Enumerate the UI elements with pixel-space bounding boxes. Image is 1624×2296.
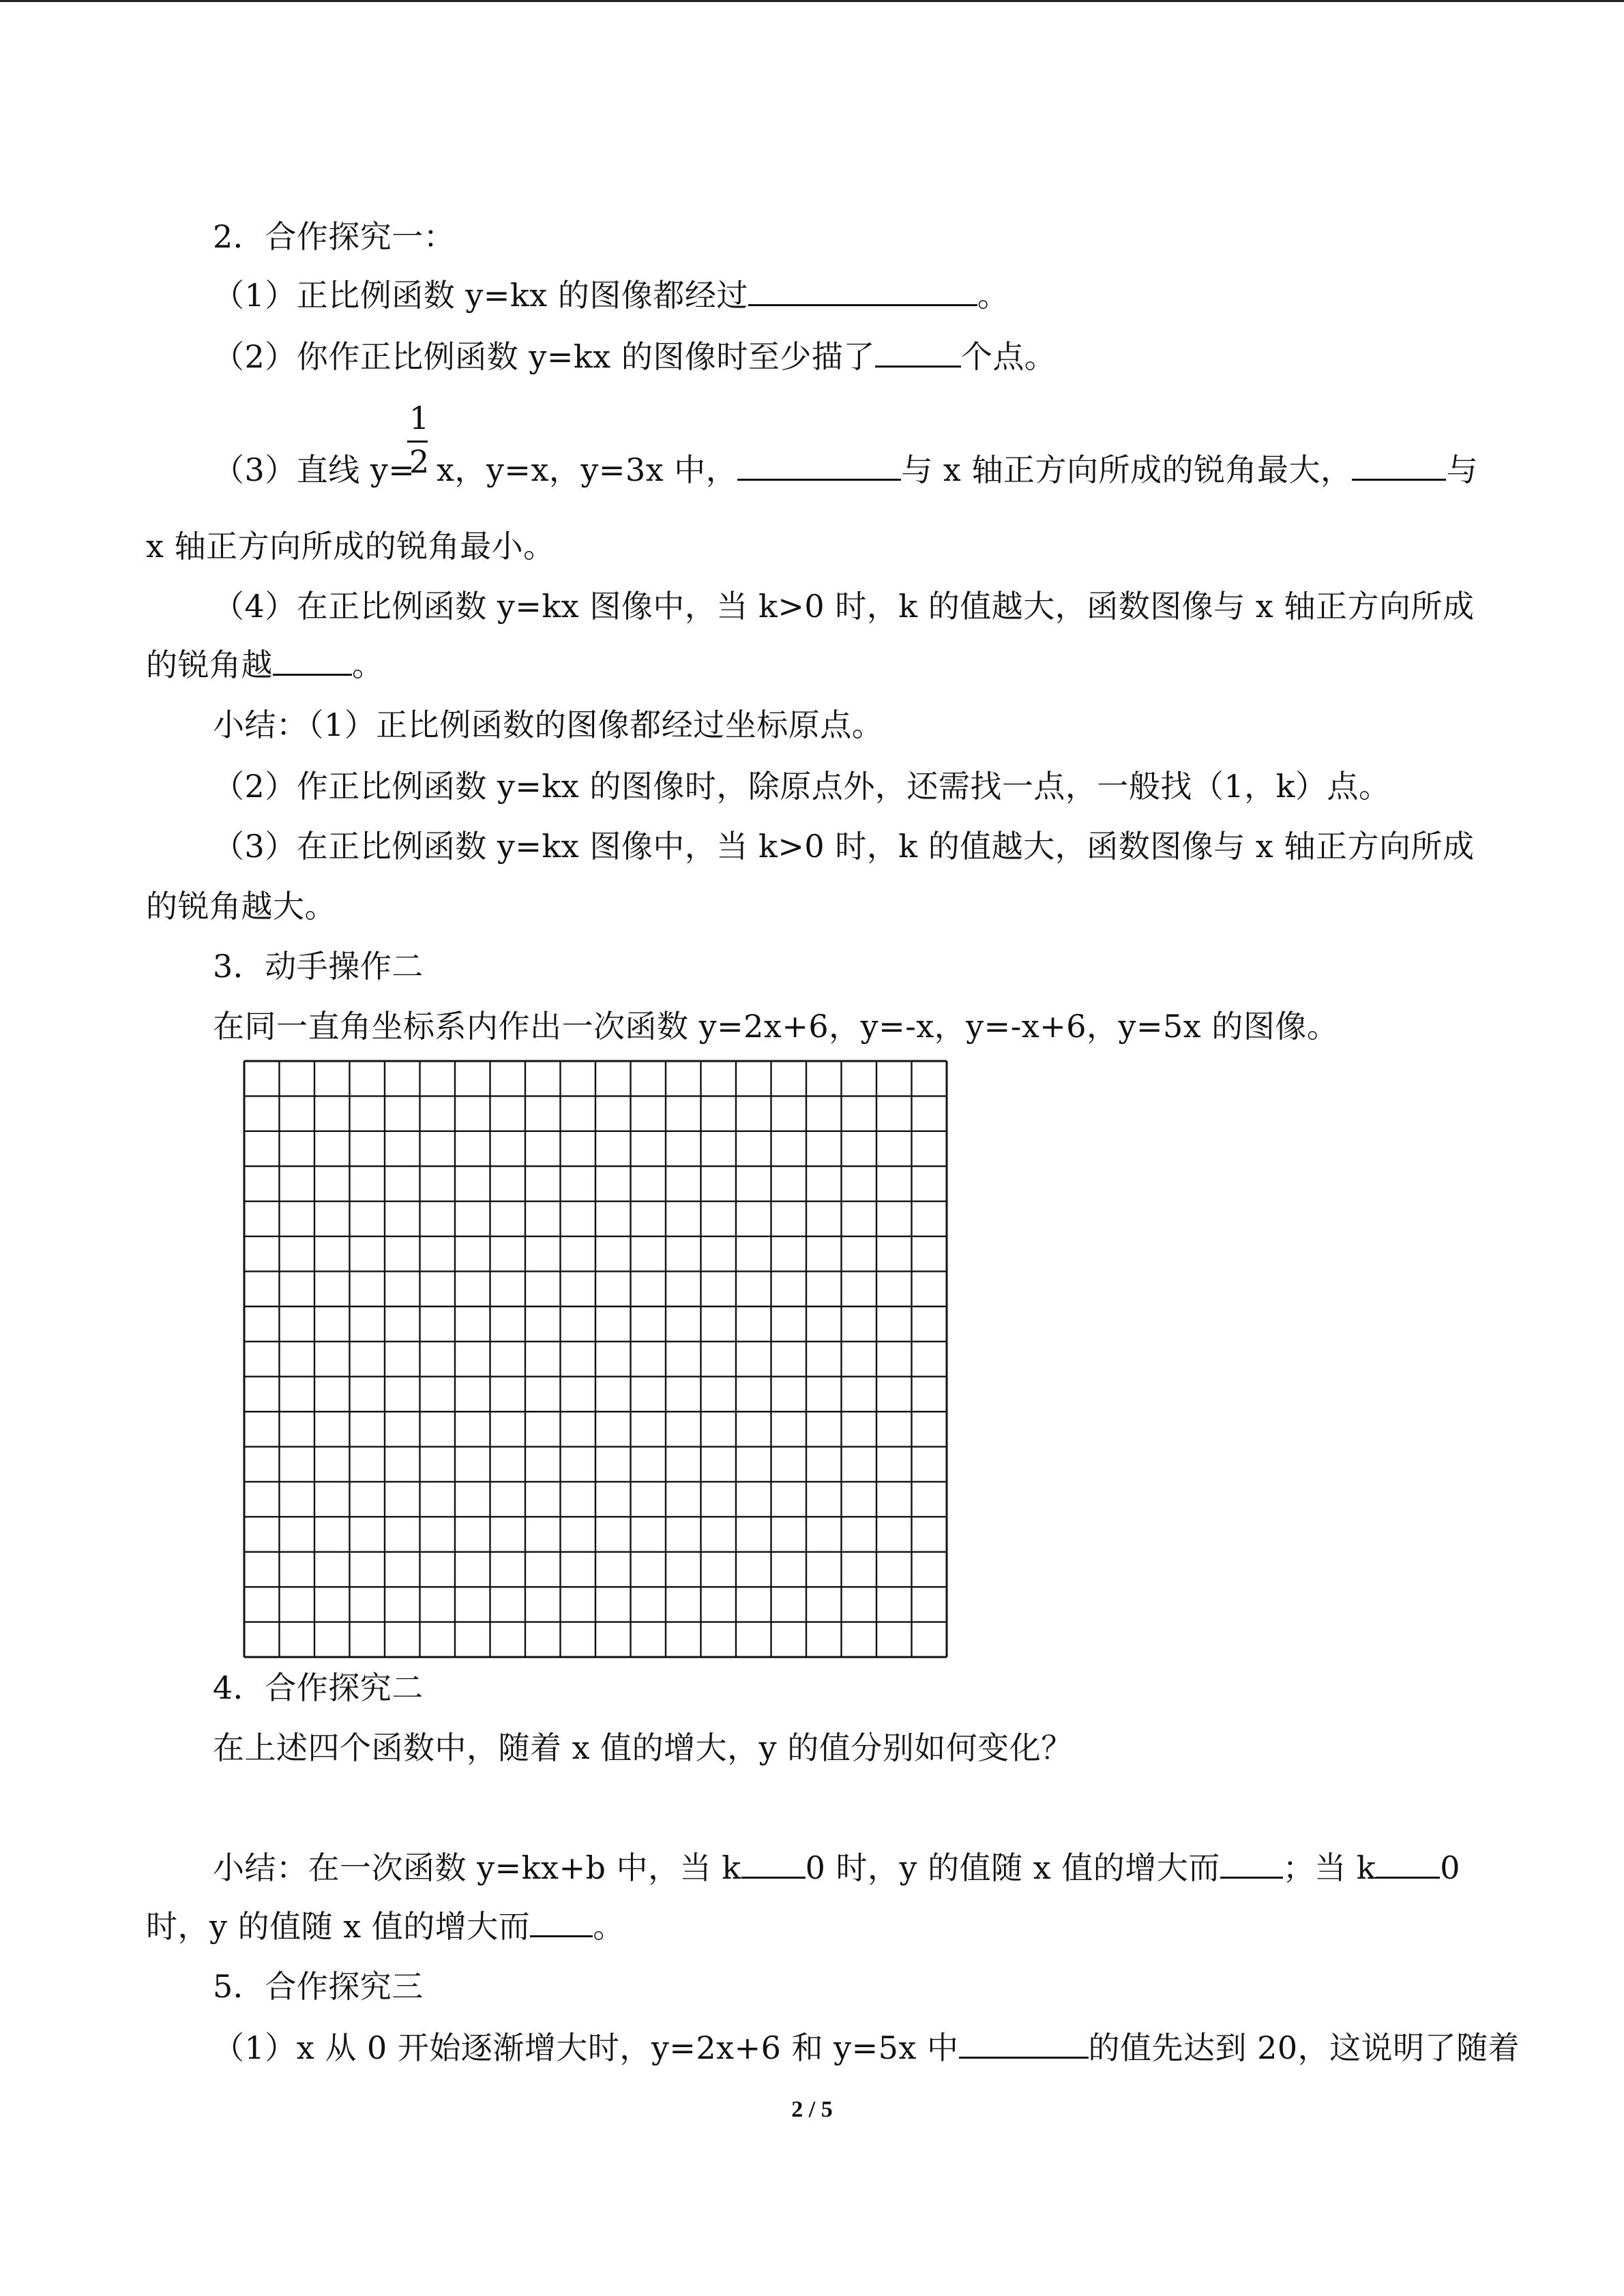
question-2-3-line2: x 轴正方向所成的锐角最小。 (146, 528, 555, 565)
question-2-2-end: 个点。 (960, 338, 1057, 375)
question-2-2-text: （2）你作正比例函数 y=kx 的图像时至少描了 (213, 338, 875, 375)
question-2-1 (213, 275, 1009, 315)
question-2-3-end: 与 (1446, 451, 1478, 488)
section-4-question: 在上述四个函数中，随着 x 值的增大，y 的值分别如何变化？ (213, 1729, 1073, 1766)
summary-1-line3: （3）在正比例函数 y=kx 图像中，当 k>0 时，k 的值越大，函数图像与 x 轴正方向所成 (213, 828, 1475, 865)
question-5-1 (213, 2028, 1520, 2068)
answer-blank[interactable] (748, 277, 977, 306)
section-4-summary-line1 (213, 1848, 1460, 1888)
question-5-1-text: （1）x 从 0 开始逐渐增大时，y=2x+6 和 y=5x 中 (213, 2029, 959, 2066)
answer-blank[interactable] (530, 1908, 593, 1937)
summary-1-line2: （2）作正比例函数 y=kx 的图像时，除原点外，还需找一点，一般找（1，k）点。 (213, 768, 1391, 805)
question-2-4-line1: （4）在正比例函数 y=kx 图像中，当 k>0 时，k 的值越大，函数图像与 x 轴正方向所成 (213, 588, 1475, 625)
section-4-heading: 4．合作探究二 (213, 1669, 424, 1706)
coordinate-grid[interactable] (242, 1059, 949, 1659)
answer-blank[interactable] (959, 2029, 1089, 2059)
answer-blank[interactable] (1376, 1849, 1440, 1879)
question-2-4-text: 的锐角越 (146, 646, 273, 683)
summary-text-f: 。 (593, 1908, 625, 1945)
summary-text-e: 时，y 的值随 x 值的增大而 (146, 1908, 531, 1945)
question-2-2 (213, 337, 1056, 376)
answer-blank[interactable] (1220, 1849, 1283, 1879)
section-4-summary-line2 (146, 1907, 625, 1946)
section-3-heading: 3．动手操作二 (213, 948, 424, 985)
question-2-3-start (213, 450, 415, 490)
page-top-border (0, 0, 1624, 2)
answer-blank[interactable] (737, 451, 901, 481)
summary-text-c: ；当 k (1282, 1849, 1376, 1886)
summary-text-a: 小结：在一次函数 y=kx+b 中，当 k (213, 1849, 741, 1886)
question-5-1-end: 的值先达到 20，这说明了随着 (1088, 2029, 1520, 2066)
answer-blank[interactable] (741, 1849, 806, 1879)
summary-1-line4: 的锐角越大。 (146, 888, 336, 925)
question-2-1-text: （1）正比例函数 y=kx 的图像都经过 (213, 277, 748, 314)
question-2-1-end: 。 (977, 277, 1009, 314)
section-5-heading: 5．合作探究三 (213, 1968, 424, 2005)
fraction-numerator: 1 (409, 400, 430, 436)
question-2-3 (437, 450, 1478, 490)
fraction-denominator: 2 (409, 443, 430, 480)
summary-1-line1: 小结：（1）正比例函数的图像都经过坐标原点。 (213, 706, 884, 743)
summary-text-d: 0 (1440, 1849, 1461, 1886)
summary-text-b: 0 时，y 的值随 x 值的增大而 (805, 1849, 1220, 1886)
question-2-4-line2 (146, 645, 384, 685)
question-2-4-end: 。 (352, 646, 384, 683)
question-2-3-mid: 与 x 轴正方向所成的锐角最大， (901, 451, 1353, 488)
question-2-3-text: （3）直线 y= (213, 451, 415, 488)
answer-blank[interactable] (273, 646, 352, 676)
answer-blank[interactable] (875, 338, 961, 368)
answer-blank[interactable] (1352, 451, 1446, 481)
page-number: 2 / 5 (791, 2097, 833, 2122)
question-2-3-functions: x，y=x，y=3x 中， (437, 451, 738, 488)
section-2-heading: 2．合作探究一： (213, 218, 456, 255)
section-3-instruction: 在同一直角坐标系内作出一次函数 y=2x+6，y=-x，y=-x+6，y=5x 的图像。 (213, 1008, 1339, 1045)
